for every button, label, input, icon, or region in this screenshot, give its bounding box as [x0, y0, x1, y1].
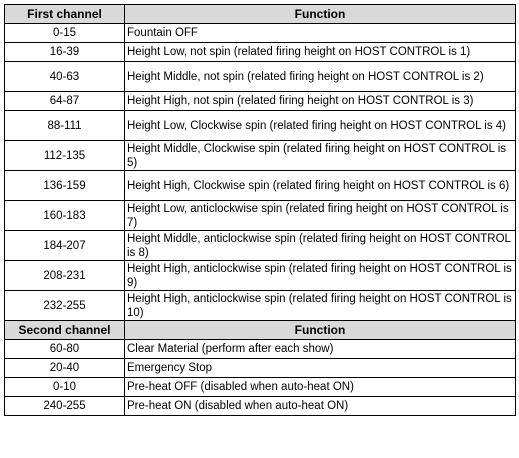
table-row [5, 359, 516, 378]
function-description: Height High, Clockwise spin (related firing height on HOST CONTROL is 6) [125, 171, 516, 201]
second-channel-header: Second channel [5, 321, 125, 340]
dmx-channel-table [4, 4, 516, 416]
table-row [5, 201, 516, 231]
function-description: Pre-heat ON (disabled when auto-heat ON) [125, 397, 516, 416]
function-description: Height High, anticlockwise spin (related firing height on HOST CONTROL is 9) [125, 261, 516, 291]
function-header: Function [125, 5, 516, 24]
table-row [5, 92, 516, 111]
second-channel-header-row [5, 321, 516, 340]
function-description: Fountain OFF [125, 24, 516, 43]
first-channel-header: First channel [5, 5, 125, 24]
channel-range: 60-80 [5, 340, 125, 359]
table-row [5, 231, 516, 261]
function-description: Height High, anticlockwise spin (related firing height on HOST CONTROL is 10) [125, 291, 516, 321]
table-row [5, 261, 516, 291]
table-row [5, 397, 516, 416]
table-row [5, 378, 516, 397]
function-description: Height Middle, Clockwise spin (related firing height on HOST CONTROL is 5) [125, 141, 516, 171]
table-row [5, 171, 516, 201]
channel-range: 40-63 [5, 62, 125, 92]
channel-range: 16-39 [5, 43, 125, 62]
table-row [5, 111, 516, 141]
function-description: Pre-heat OFF (disabled when auto-heat ON) [125, 378, 516, 397]
channel-range: 20-40 [5, 359, 125, 378]
channel-range: 184-207 [5, 231, 125, 261]
table-row [5, 62, 516, 92]
function-description: Height Low, not spin (related firing height on HOST CONTROL is 1) [125, 43, 516, 62]
channel-range: 0-10 [5, 378, 125, 397]
channel-range: 112-135 [5, 141, 125, 171]
channel-range: 232-255 [5, 291, 125, 321]
function-description: Height Middle, not spin (related firing height on HOST CONTROL is 2) [125, 62, 516, 92]
table-row [5, 340, 516, 359]
first-channel-header-row [5, 5, 516, 24]
table-row [5, 291, 516, 321]
function-description: Emergency Stop [125, 359, 516, 378]
table-row [5, 141, 516, 171]
function-description: Height High, not spin (related firing height on HOST CONTROL is 3) [125, 92, 516, 111]
channel-range: 88-111 [5, 111, 125, 141]
dmx-channel-table-container [4, 4, 515, 416]
channel-range: 240-255 [5, 397, 125, 416]
function-description: Height Middle, anticlockwise spin (related firing height on HOST CONTROL is 8) [125, 231, 516, 261]
table-row [5, 43, 516, 62]
function-description: Height Low, anticlockwise spin (related firing height on HOST CONTROL is 7) [125, 201, 516, 231]
channel-range: 136-159 [5, 171, 125, 201]
function-description: Clear Material (perform after each show) [125, 340, 516, 359]
channel-range: 160-183 [5, 201, 125, 231]
table-row [5, 24, 516, 43]
function-header: Function [125, 321, 516, 340]
function-description: Height Low, Clockwise spin (related firing height on HOST CONTROL is 4) [125, 111, 516, 141]
channel-range: 0-15 [5, 24, 125, 43]
channel-range: 64-87 [5, 92, 125, 111]
channel-range: 208-231 [5, 261, 125, 291]
